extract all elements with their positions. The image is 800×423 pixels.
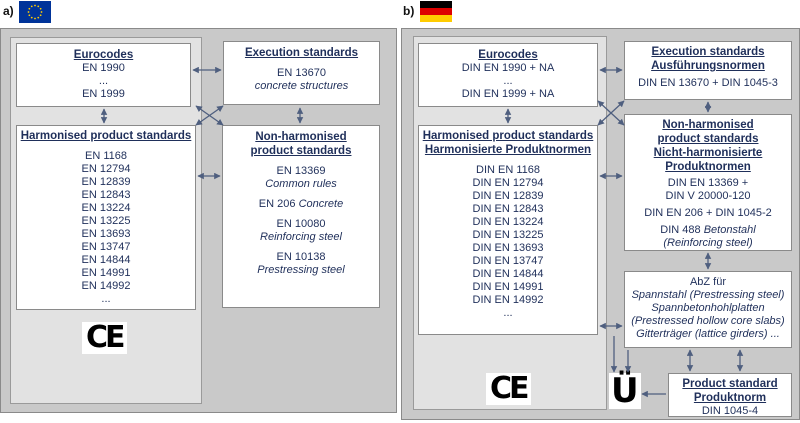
harmonised-item: DIN EN 14844: [472, 268, 544, 280]
eurocodes-line: DIN EN 1990 + NA: [461, 62, 555, 74]
harmonised-item: EN 12794: [81, 163, 131, 175]
harmonised-item: DIN EN 13693: [472, 242, 544, 254]
execution-desc: concrete structures: [254, 80, 349, 92]
execution-title: Execution standards: [651, 46, 765, 58]
u-mark: Ü: [611, 371, 639, 411]
harmonised-title: Harmonisierte Produktnormen: [424, 144, 592, 156]
harmonised-item: DIN EN 12839: [472, 190, 544, 202]
eurocodes-title: Eurocodes: [478, 49, 538, 61]
harmonised-item: DIN EN 13747: [472, 255, 544, 267]
standard-code: DIN EN 206 + DIN 1045-2: [644, 207, 772, 219]
harmonised-item: DIN EN 13225: [472, 229, 544, 241]
eurocodes-title: Eurocodes: [73, 49, 134, 61]
abz-title: AbZ für: [689, 276, 727, 288]
ce-mark-a: CE: [82, 322, 127, 354]
panel-a-label: a): [3, 4, 14, 18]
harmonised-item: EN 13747: [81, 241, 131, 253]
non-harmonised-title: Non-harmonised: [255, 131, 347, 143]
standard-desc: Betonstahl: [703, 224, 756, 236]
harmonised-item: ...: [503, 307, 513, 319]
standard-code: DIN V 20000-120: [665, 190, 751, 202]
execution-code: DIN EN 13670 + DIN 1045-3: [638, 77, 778, 89]
abz-line: Spannbetonhohlplatten: [651, 302, 765, 314]
product-standard-code: DIN 1045-4: [701, 405, 759, 417]
product-standard-title: Product standard: [682, 378, 778, 390]
harmonised-item: EN 13693: [81, 228, 131, 240]
harmonised-item: EN 12839: [81, 176, 131, 188]
harmonised-item: EN 1168: [85, 150, 127, 162]
standard-code: EN 13369: [276, 165, 326, 177]
standard-desc: Reinforcing steel: [260, 231, 342, 243]
harmonised-item: EN 14844: [81, 254, 131, 266]
eurocodes-line: ...: [503, 75, 513, 87]
harmonised-item: EN 14992: [81, 280, 131, 292]
eurocodes-line: EN 1999: [82, 88, 125, 100]
ce-mark-b: CE: [486, 373, 531, 405]
panel-b-label: b): [403, 4, 415, 18]
standard-code: DIN 488: [660, 224, 701, 236]
harmonised-item: ...: [101, 293, 111, 305]
standard-code: EN 10080: [276, 218, 326, 230]
standard-desc: Prestressing steel: [257, 264, 345, 276]
abz-line: Gitterträger (lattice girders) ...: [636, 328, 780, 340]
standard-desc: (Reinforcing steel): [663, 237, 753, 249]
standard-desc: Common rules: [265, 178, 337, 190]
harmonised-item: DIN EN 1168: [476, 164, 540, 176]
abz-line: Spannstahl (Prestressing steel): [631, 289, 785, 301]
harmonised-item: EN 13225: [81, 215, 131, 227]
non-harmonised-title: Produktnormen: [665, 161, 751, 173]
execution-code: EN 13670: [277, 67, 326, 79]
non-harmonised-title: Nicht-harmonisierte: [653, 147, 763, 159]
harmonised-item: DIN EN 12794: [472, 177, 544, 189]
harmonised-item: EN 12843: [81, 189, 131, 201]
execution-title: Execution standards: [244, 47, 359, 59]
non-harmonised-title: product standards: [657, 133, 759, 145]
harmonised-item: DIN EN 12843: [472, 203, 544, 215]
harmonised-item: DIN EN 14992: [472, 294, 544, 306]
harmonised-item: DIN EN 14991: [472, 281, 544, 293]
standard-code: DIN EN 13369 +: [667, 177, 749, 189]
eurocodes-line: DIN EN 1999 + NA: [461, 88, 555, 100]
product-standard-title: Produktnorm: [693, 392, 767, 404]
execution-title: Ausführungsnormen: [651, 60, 765, 72]
harmonised-item: EN 13224: [81, 202, 131, 214]
harmonised-title: Harmonised product standards: [422, 130, 594, 142]
abz-line: (Prestressed hollow core slabs): [631, 315, 785, 327]
harmonised-title: Harmonised product standards: [20, 130, 192, 142]
eurocodes-line: EN 1990: [82, 62, 125, 74]
standard-code: EN 10138: [276, 251, 326, 263]
standard-code: EN 206: [258, 198, 296, 210]
harmonised-item: EN 14991: [81, 267, 131, 279]
harmonised-item: DIN EN 13224: [472, 216, 544, 228]
eurocodes-line: ...: [98, 75, 109, 87]
non-harmonised-title: product standards: [250, 145, 352, 157]
standard-desc: Concrete: [298, 198, 344, 210]
non-harmonised-title: Non-harmonised: [662, 119, 754, 131]
